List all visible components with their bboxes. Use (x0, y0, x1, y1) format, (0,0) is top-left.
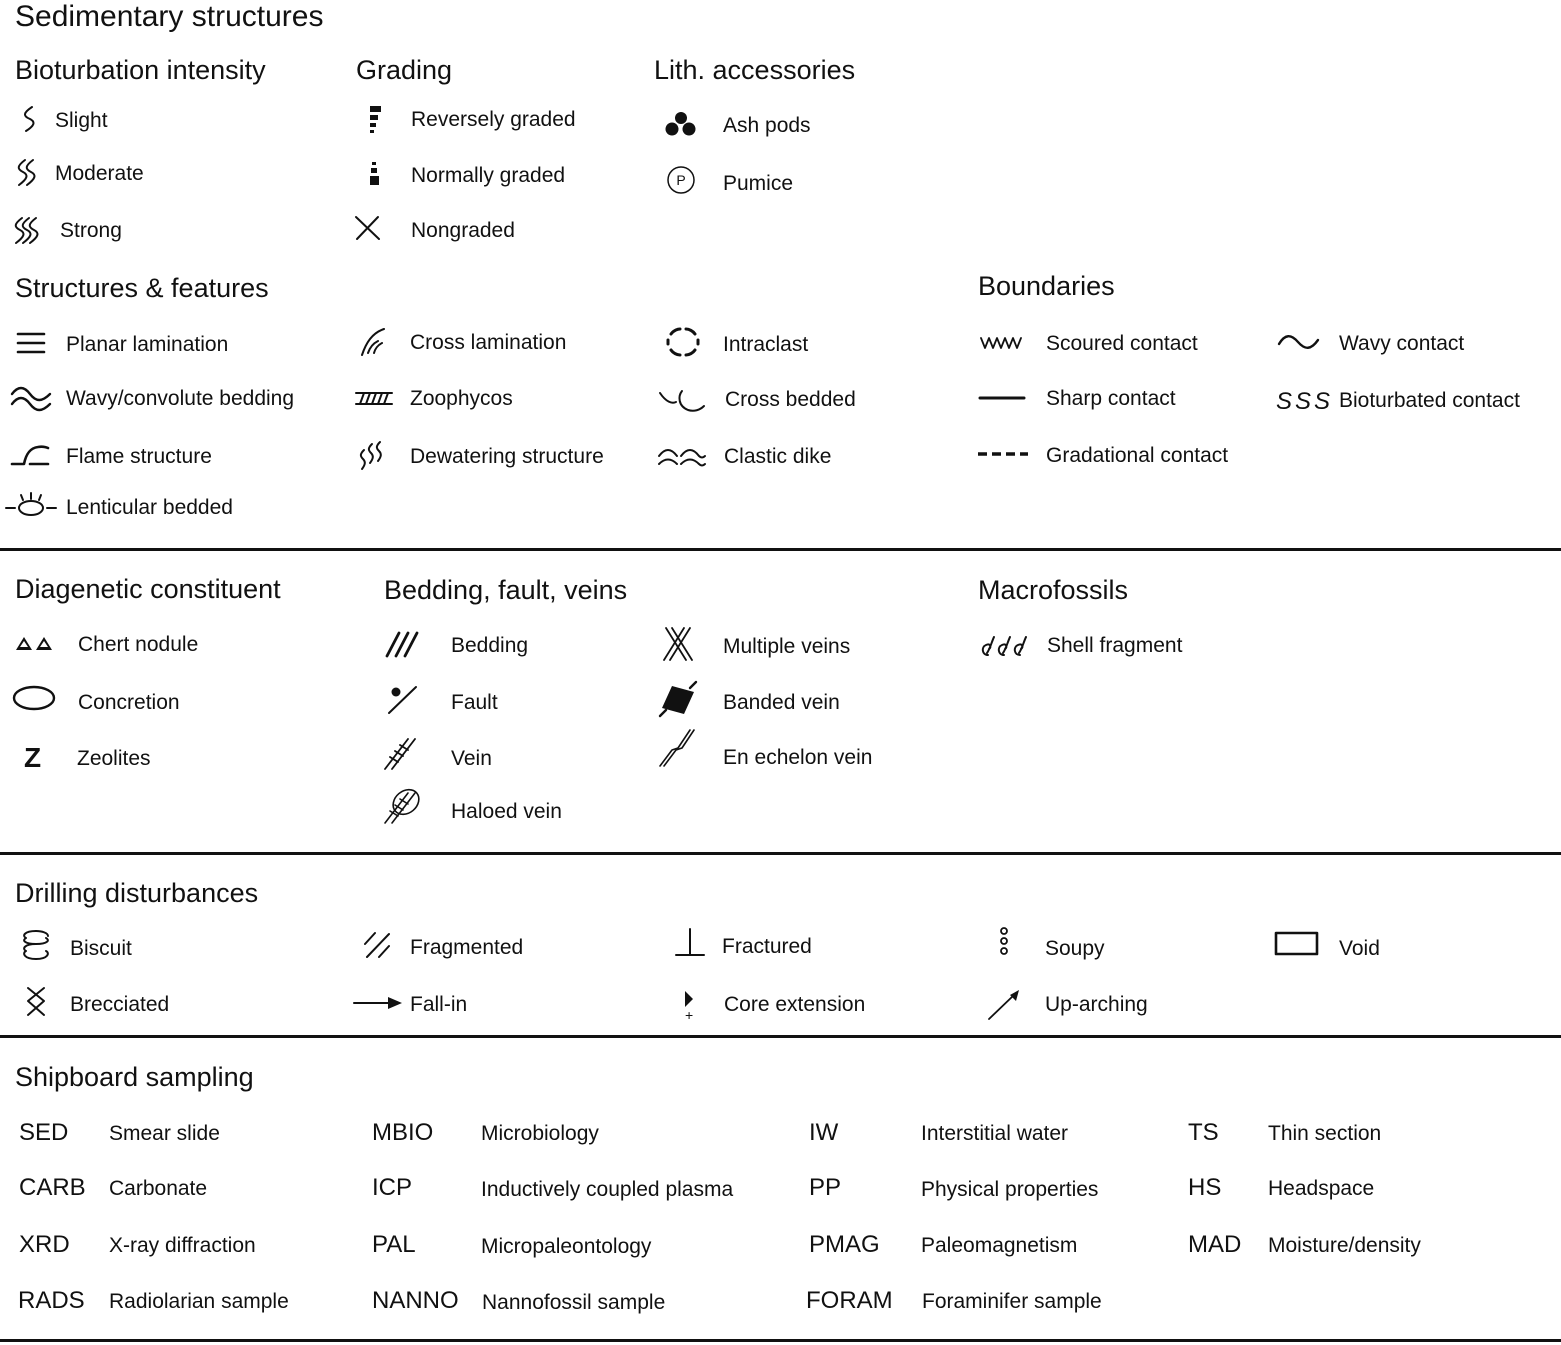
section-divider (0, 1339, 1561, 1342)
planar-lamination-icon (16, 331, 46, 355)
clastic-dike-icon (657, 448, 709, 468)
legend-label: Moderate (55, 162, 144, 185)
sample-code: PAL (372, 1231, 416, 1258)
sample-label: Nannofossil sample (482, 1291, 666, 1314)
lenticular-bedded-icon (4, 490, 58, 522)
sample-label: Radiolarian sample (109, 1290, 289, 1313)
multiple-veins-icon (660, 626, 696, 662)
sample-label: Paleomagnetism (921, 1234, 1078, 1257)
section-title-sedimentary-structures: Sedimentary structures (15, 0, 324, 33)
legend-label: Zoophycos (410, 387, 513, 410)
en-echelon-vein-icon (658, 726, 694, 768)
void-icon (1274, 930, 1320, 958)
legend-label: Nongraded (411, 219, 515, 242)
legend-label: Planar lamination (66, 333, 229, 356)
legend-label: Bedding (451, 634, 529, 657)
legend-label: Shell fragment (1047, 634, 1183, 657)
legend-label: Cross bedded (725, 388, 856, 411)
zoophycos-icon (354, 390, 394, 408)
legend-label: Scoured contact (1046, 332, 1198, 355)
biscuit-icon (20, 928, 52, 962)
concretion-icon (12, 684, 58, 712)
section-divider (0, 1035, 1561, 1038)
bioturbated-contact-icon (1274, 386, 1334, 415)
legend-label: En echelon vein (723, 746, 873, 769)
legend-label: Flame structure (66, 445, 212, 468)
core-extension-glyph: + (685, 1007, 694, 1023)
sample-label: X-ray diffraction (109, 1234, 256, 1257)
sample-code: TS (1188, 1119, 1219, 1146)
sample-label: Thin section (1268, 1122, 1382, 1145)
heading-bedding-fault-veins: Bedding, fault, veins (384, 575, 628, 605)
heading-grading: Grading (356, 55, 453, 85)
sample-label: Moisture/density (1268, 1234, 1421, 1257)
legend-label: Fractured (722, 935, 812, 958)
sample-code: IW (809, 1119, 839, 1146)
sample-code: XRD (19, 1231, 70, 1258)
heading-lith-accessories: Lith. accessories (654, 55, 856, 85)
vein-icon (382, 736, 418, 772)
heading-macrofossils: Macrofossils (978, 575, 1129, 605)
sample-label: Microbiology (481, 1122, 599, 1145)
scoured-contact-icon (979, 334, 1025, 352)
sample-code: HS (1188, 1174, 1222, 1201)
heading-bioturbation-intensity: Bioturbation intensity (15, 55, 266, 85)
haloed-vein-icon (382, 786, 424, 826)
fall-in-icon (352, 994, 404, 1012)
legend-label: Zeolites (77, 747, 151, 770)
legend-label: Reversely graded (411, 108, 576, 131)
legend-label: Concretion (78, 691, 180, 714)
legend-label: Haloed vein (451, 800, 562, 823)
pumice-glyph: P (676, 172, 686, 188)
legend-label: Fault (451, 691, 498, 714)
legend-label: Wavy contact (1339, 332, 1465, 355)
brecciated-icon (24, 985, 50, 1019)
legend-label: Biscuit (70, 937, 132, 960)
sample-label: Micropaleontology (481, 1235, 652, 1258)
gradational-contact-icon (976, 448, 1030, 460)
legend-label: Chert nodule (78, 633, 199, 656)
section-divider (0, 852, 1561, 855)
up-arching-icon (986, 988, 1022, 1022)
intraclast-icon (664, 326, 702, 358)
sample-label: Interstitial water (921, 1122, 1069, 1145)
cross-lamination-icon (360, 327, 388, 357)
sample-code: CARB (19, 1174, 86, 1201)
legend-label: Gradational contact (1046, 444, 1229, 467)
bioturbated-glyph: SSS (1276, 388, 1334, 415)
legend-label: Fall-in (410, 993, 468, 1016)
sample-code: PMAG (809, 1231, 880, 1258)
heading-structures-features: Structures & features (15, 273, 269, 303)
sample-code: ICP (372, 1174, 413, 1201)
heading-shipboard-sampling: Shipboard sampling (15, 1062, 254, 1092)
legend-label: Slight (55, 109, 108, 132)
section-divider (0, 548, 1561, 551)
sample-code: FORAM (806, 1287, 893, 1314)
legend-label: Intraclast (723, 333, 809, 356)
cross-bedded-icon (658, 388, 706, 416)
sample-code: MAD (1188, 1231, 1242, 1258)
legend-label: Banded vein (723, 691, 840, 714)
sample-label: Inductively coupled plasma (481, 1178, 734, 1201)
wavy-contact-icon (1277, 332, 1321, 352)
fragmented-icon (362, 930, 392, 960)
heading-drilling-disturbances: Drilling disturbances (15, 878, 259, 908)
bedding-icon (384, 630, 422, 658)
sample-label: Smear slide (109, 1122, 220, 1145)
legend-label: Up-arching (1045, 993, 1148, 1016)
zeolites-icon (20, 740, 50, 772)
shell-fragment-icon (978, 633, 1030, 659)
legend-label: Clastic dike (724, 445, 832, 468)
chert-nodule-icon (14, 634, 56, 652)
legend-label: Bioturbated contact (1339, 389, 1520, 412)
normally-graded-icon (368, 160, 388, 188)
legend-label: Brecciated (70, 993, 170, 1016)
sharp-contact-icon (978, 392, 1028, 404)
legend-label: Void (1339, 937, 1380, 960)
legend-label: Vein (451, 747, 492, 770)
sample-code: NANNO (372, 1287, 459, 1314)
sample-code: MBIO (372, 1119, 434, 1146)
bioturbation-slight-icon (20, 105, 40, 133)
sample-label: Headspace (1268, 1177, 1375, 1200)
sample-code: RADS (18, 1287, 85, 1314)
legend-label: Soupy (1045, 937, 1105, 960)
legend-label: Normally graded (411, 164, 566, 187)
heading-boundaries: Boundaries (978, 271, 1115, 301)
sample-code: SED (19, 1119, 69, 1146)
wavy-convolute-bedding-icon (10, 386, 52, 412)
legend-label: Cross lamination (410, 331, 567, 354)
legend-label: Wavy/convolute bedding (66, 387, 295, 410)
legend-label: Multiple veins (723, 635, 851, 658)
dewatering-structure-icon (358, 440, 388, 472)
sample-label: Physical properties (921, 1178, 1099, 1201)
bioturbation-moderate-icon (16, 158, 40, 188)
ash-pods-icon (663, 111, 699, 137)
legend-label: Dewatering structure (410, 445, 604, 468)
fault-icon (386, 684, 420, 716)
legend-label: Fragmented (410, 936, 524, 959)
sample-code: PP (809, 1174, 842, 1201)
legend-label: Sharp contact (1046, 387, 1176, 410)
legend-label: Ash pods (723, 114, 811, 137)
legend-label: Lenticular bedded (66, 496, 233, 519)
flame-structure-icon (10, 444, 50, 468)
bioturbation-strong-icon (14, 216, 42, 246)
core-extension-icon (678, 988, 702, 1024)
nongraded-icon (353, 214, 383, 242)
pumice-icon (665, 164, 697, 196)
heading-diagenetic-constituent: Diagenetic constituent (15, 574, 281, 604)
legend-label: Core extension (724, 993, 866, 1016)
sample-label: Carbonate (109, 1177, 208, 1200)
zeolite-glyph: Z (24, 742, 42, 773)
legend-label: Pumice (723, 172, 794, 195)
banded-vein-icon (658, 680, 698, 718)
reversely-graded-icon (368, 104, 388, 134)
legend-label: Strong (60, 219, 122, 242)
fractured-icon (673, 926, 707, 958)
soupy-icon (996, 926, 1012, 960)
sample-label: Foraminifer sample (922, 1290, 1102, 1313)
